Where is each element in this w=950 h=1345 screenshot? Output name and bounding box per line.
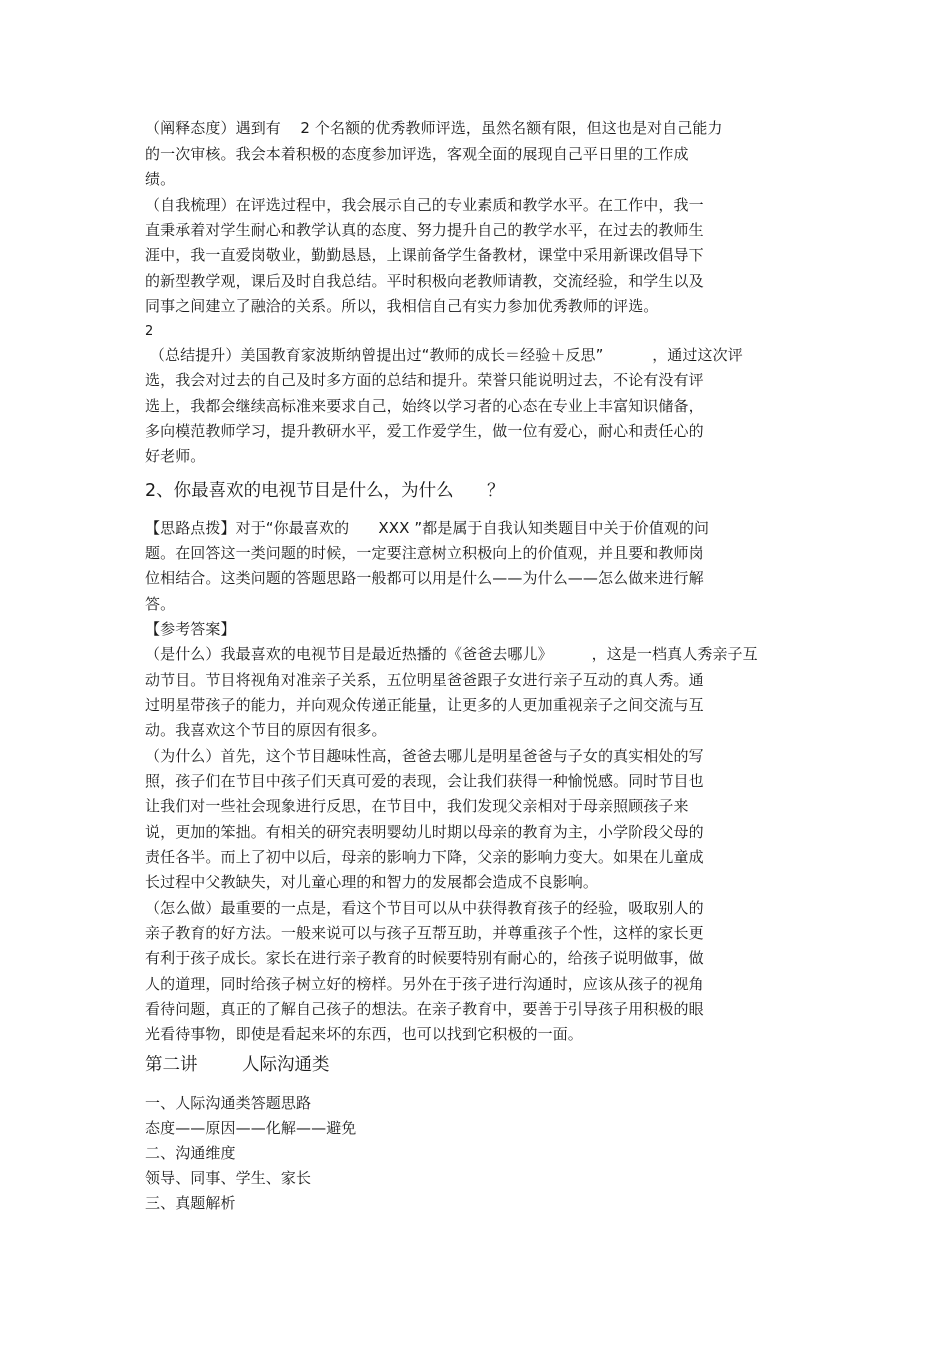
- page-marker: 2: [145, 324, 154, 339]
- outline-item: 态度——原因——化解——避免: [145, 1119, 357, 1137]
- text-line: 过明星带孩子的能力，并向观众传递正能量，让更多的人更加重视亲子之间交流与互: [145, 696, 704, 714]
- text-line: 位相结合。这类问题的答题思路一般都可以用是什么——为什么——怎么做来进行解: [145, 569, 704, 587]
- text-line: 说，更加的笨拙。有相关的研究表明婴幼儿时期以母亲的教育为主，小学阶段父母的: [145, 823, 704, 841]
- text-line: 有利于孩子成长。家长在进行亲子教育的时候要特别有耐心的，给孩子说明做事，做: [145, 949, 704, 967]
- text-line: 长过程中父教缺失，对儿童心理的和智力的发展都会造成不良影响。: [145, 873, 599, 891]
- text-line: 的新型教学观，课后及时自我总结。平时积极向老教师请教，交流经验，和学生以及: [145, 272, 704, 290]
- outline-item: 领导、同事、学生、家长: [145, 1169, 312, 1187]
- text-line: 选，我会对过去的自己及时多方面的总结和提升。荣誉只能说明过去，不论有没有评: [145, 371, 704, 389]
- lecture-heading: 第二讲 人际沟通类: [145, 1055, 330, 1075]
- text-line: 责任各半。而上了初中以后，母亲的影响力下降，父亲的影响力变大。如果在儿童成: [145, 848, 704, 866]
- text-line: 好老师。: [145, 447, 206, 465]
- text-line: 动节目。节目将视角对准亲子关系，五位明星爸爸跟子女进行亲子互动的真人秀。通: [145, 671, 704, 689]
- text-line: 照，孩子们在节目中孩子们天真可爱的表现，会让我们获得一种愉悦感。同时节目也: [145, 772, 704, 790]
- text-line: 让我们对一些社会现象进行反思，在节目中，我们发现父亲相对于母亲照顾孩子来: [145, 797, 689, 815]
- text-line: （怎么做）最重要的一点是，看这个节目可以从中获得教育孩子的经验，吸取别人的: [145, 899, 704, 917]
- text-line: 亲子教育的好方法。一般来说可以与孩子互帮互助，并尊重孩子个性，这样的家长更: [145, 924, 704, 942]
- text-line: 多向模范教师学习，提升教研水平，爱工作爱学生，做一位有爱心，耐心和责任心的: [145, 422, 704, 440]
- text-line: 人的道理，同时给孩子树立好的榜样。另外在于孩子进行沟通时，应该从孩子的视角: [145, 975, 704, 993]
- text-line: （是什么）我最喜欢的电视节目是最近热播的《爸爸去哪儿》 ，这是一档真人秀亲子互: [145, 645, 758, 663]
- reference-answer-label: 【参考答案】: [145, 620, 236, 638]
- text-line: （为什么）首先，这个节目趣味性高，爸爸去哪儿是明星爸爸与子女的真实相处的写: [145, 747, 704, 765]
- text-line: 动。我喜欢这个节目的原因有很多。: [145, 721, 387, 739]
- text-line: 看待问题，真正的了解自己孩子的想法。在亲子教育中，要善于引导孩子用积极的眼: [145, 1000, 704, 1018]
- text-line: 的一次审核。我会本着积极的态度参加评选，客观全面的展现自己平日里的工作成: [145, 145, 689, 163]
- question-heading: 2、你最喜欢的电视节目是什么，为什么 ？: [145, 481, 505, 501]
- text-line: 绩。: [145, 170, 176, 188]
- text-line: 答。: [145, 595, 176, 613]
- text-line: 直秉承着对学生耐心和教学认真的态度、努力提升自己的教学水平，在过去的教师生: [145, 221, 704, 239]
- text-line: 涯中，我一直爱岗敬业，勤勤恳恳，上课前备学生备教材，课堂中采用新课改倡导下: [145, 246, 704, 264]
- text-line: 题。在回答这一类问题的时候，一定要注意树立积极向上的价值观，并且要和教师岗: [145, 544, 704, 562]
- text-line: 选上，我都会继续高标准来要求自己，始终以学习者的心态在专业上丰富知识储备，: [145, 397, 704, 415]
- text-line: 光看待事物，即使是看起来坏的东西，也可以找到它积极的一面。: [145, 1025, 583, 1043]
- text-line: （自我梳理）在评选过程中，我会展示自己的专业素质和教学水平。在工作中，我一: [145, 196, 704, 214]
- text-line: 同事之间建立了融洽的关系。所以，我相信自己有实力参加优秀教师的评选。: [145, 297, 659, 315]
- text-line: （总结提升）美国教育家波斯纳曾提出过“教师的成长＝经验＋反思” ，通过这次评: [145, 346, 743, 364]
- text-line: （阐释态度）遇到有 2 个名额的优秀教师评选，虽然名额有限，但这也是对自己能力: [145, 119, 723, 137]
- outline-item: 一、人际沟通类答题思路: [145, 1094, 312, 1112]
- outline-item: 二、沟通维度: [145, 1144, 236, 1162]
- text-line: 【思路点拨】对于“你最喜欢的 XXX ”都是属于自我认知类题目中关于价值观的问: [145, 519, 710, 537]
- outline-item: 三、真题解析: [145, 1194, 236, 1212]
